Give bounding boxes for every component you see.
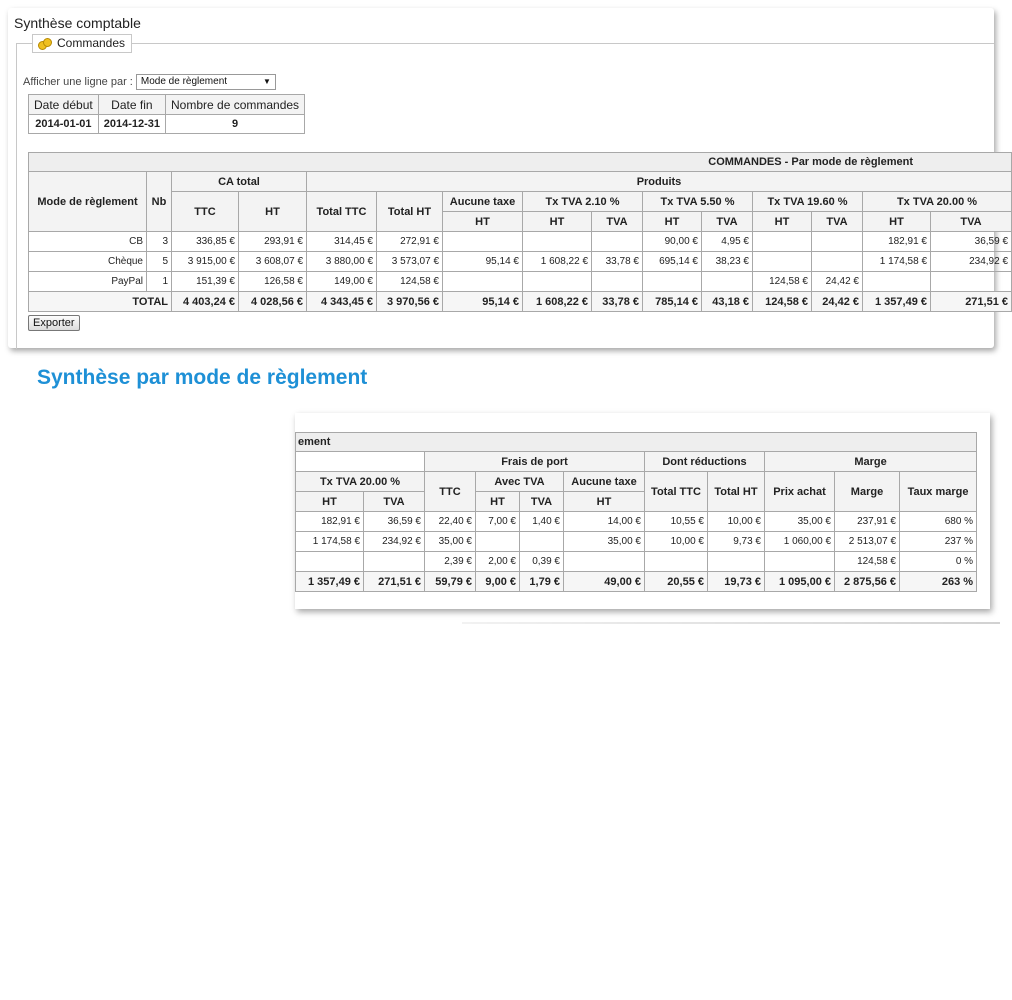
table-cell: 1 060,00 € (765, 532, 835, 552)
table-cell: 24,42 € (812, 272, 863, 292)
total-cell: 1 095,00 € (765, 572, 835, 592)
table-cell: 3 608,07 € (239, 252, 307, 272)
table-cell: 2,39 € (425, 552, 476, 572)
sub-ht: HT (443, 212, 523, 232)
table-row (29, 252, 1012, 272)
total-cell: 124,58 € (753, 292, 812, 312)
table-caption: COMMANDES - Par mode de règlement (29, 153, 1012, 172)
period-header: Date début (29, 95, 99, 115)
table-cell: 124,58 € (835, 552, 900, 572)
total-cell: 271,51 € (364, 572, 425, 592)
table-cell: 35,00 € (765, 512, 835, 532)
table-cell (753, 232, 812, 252)
period-start: 2014-01-01 (29, 115, 99, 134)
total-cell: 33,78 € (592, 292, 643, 312)
table-cell: 38,23 € (702, 252, 753, 272)
col-aucune-taxe: Aucune taxe (443, 192, 523, 212)
group-by-select[interactable] (136, 74, 276, 90)
table-cell: 1,40 € (520, 512, 564, 532)
col-prix-achat: Prix achat (765, 472, 835, 512)
table-cell (523, 272, 592, 292)
sub-ht: HT (564, 492, 645, 512)
table-cell: 234,92 € (931, 252, 1012, 272)
col-marge-group: Marge (765, 452, 977, 472)
sub-ht: HT (296, 492, 364, 512)
total-cell: 3 970,56 € (377, 292, 443, 312)
table-row (29, 272, 1012, 292)
table-cell (443, 232, 523, 252)
table-cell (931, 272, 1012, 292)
table-row (296, 532, 977, 552)
col-marge: Marge (835, 472, 900, 512)
table-cell: 3 880,00 € (307, 252, 377, 272)
col-tva-19-60: Tx TVA 19.60 % (753, 192, 863, 212)
sub-ht: HT (753, 212, 812, 232)
table-cell: 4,95 € (702, 232, 753, 252)
screenshot-margin-detail (295, 413, 990, 609)
col-tva-2-10: Tx TVA 2.10 % (523, 192, 643, 212)
table-cell: 10,55 € (645, 512, 708, 532)
table-cell: 5 (147, 252, 172, 272)
table-cell (520, 532, 564, 552)
table-cell: 22,40 € (425, 512, 476, 532)
table-cell: 124,58 € (753, 272, 812, 292)
page-title: Synthèse comptable (14, 15, 141, 31)
sub-ht: HT (523, 212, 592, 232)
total-cell: 24,42 € (812, 292, 863, 312)
table-cell: 182,91 € (863, 232, 931, 252)
table-cell: 9,73 € (708, 532, 765, 552)
table-cell: 35,00 € (425, 532, 476, 552)
legend-label: Commandes (57, 36, 126, 50)
filter-label: Afficher une ligne par : (23, 76, 133, 88)
table-cell: 149,00 € (307, 272, 377, 292)
table-cell: 314,45 € (307, 232, 377, 252)
col-ttc: TTC (172, 192, 239, 232)
col-aucune-taxe: Aucune taxe (564, 472, 645, 492)
table-cell: 1 174,58 € (296, 532, 364, 552)
col-tva-20-00: Tx TVA 20.00 % (863, 192, 1012, 212)
table-cell: 1 608,22 € (523, 252, 592, 272)
table-cell: 36,59 € (364, 512, 425, 532)
col-ht: HT (239, 192, 307, 232)
total-label: TOTAL (29, 292, 172, 312)
col-mode: Mode de règlement (29, 172, 147, 232)
table-cell: 272,91 € (377, 232, 443, 252)
coins-icon (37, 37, 53, 51)
table-cell (708, 552, 765, 572)
table-cell: 3 915,00 € (172, 252, 239, 272)
section-title: Synthèse par mode de règlement (37, 366, 368, 389)
table-cell: 36,59 € (931, 232, 1012, 252)
table-row (29, 232, 1012, 252)
table-cell: 95,14 € (443, 252, 523, 272)
sub-tva: TVA (592, 212, 643, 232)
period-header: Date fin (98, 95, 165, 115)
sub-ht: HT (643, 212, 702, 232)
table-cell: 14,00 € (564, 512, 645, 532)
col-red-total-ttc: Total TTC (645, 472, 708, 512)
table-cell (476, 532, 520, 552)
total-cell: 785,14 € (643, 292, 702, 312)
total-cell: 4 403,24 € (172, 292, 239, 312)
table-cell (812, 252, 863, 272)
col-tva-5-50: Tx TVA 5.50 % (643, 192, 753, 212)
table-cell (753, 252, 812, 272)
table-cell: 0,39 € (520, 552, 564, 572)
total-cell: 1 608,22 € (523, 292, 592, 312)
table-cell: 33,78 € (592, 252, 643, 272)
payment-mode-cell: CB (29, 232, 147, 252)
decorative-shadow (462, 622, 1000, 624)
table-cell: 1 (147, 272, 172, 292)
col-total-ttc: Total TTC (307, 192, 377, 232)
table-row (296, 512, 977, 532)
col-ca-total: CA total (172, 172, 307, 192)
chevron-down-icon: ▼ (262, 77, 271, 86)
sub-ht: HT (863, 212, 931, 232)
order-count: 9 (166, 115, 305, 134)
table-cell: 10,00 € (645, 532, 708, 552)
col-frais-port: Frais de port (425, 452, 645, 472)
table-cell: 3 (147, 232, 172, 252)
col-dont-reductions: Dont réductions (645, 452, 765, 472)
table-cell (592, 272, 643, 292)
period-header: Nombre de commandes (166, 95, 305, 115)
total-row (29, 292, 1012, 312)
table-cell: 2 513,07 € (835, 532, 900, 552)
table-cell: 10,00 € (708, 512, 765, 532)
total-cell: 1 357,49 € (863, 292, 931, 312)
total-cell: 43,18 € (702, 292, 753, 312)
table-cell: 237 % (900, 532, 977, 552)
total-cell: 2 875,56 € (835, 572, 900, 592)
total-cell: 20,55 € (645, 572, 708, 592)
table-cell (765, 552, 835, 572)
table-cell: 126,58 € (239, 272, 307, 292)
table-cell (702, 272, 753, 292)
sub-tva: TVA (812, 212, 863, 232)
table-cell: 1 174,58 € (863, 252, 931, 272)
table-cell (812, 232, 863, 252)
total-cell: 9,00 € (476, 572, 520, 592)
table-cell: 336,85 € (172, 232, 239, 252)
table-caption: ement (296, 433, 977, 452)
total-cell: 4 343,45 € (307, 292, 377, 312)
total-cell: 1,79 € (520, 572, 564, 592)
col-tva-20-00: Tx TVA 20.00 % (296, 472, 425, 492)
table-cell: 124,58 € (377, 272, 443, 292)
col-avec-tva: Avec TVA (476, 472, 564, 492)
table-cell: 35,00 € (564, 532, 645, 552)
total-cell: 4 028,56 € (239, 292, 307, 312)
margin-table (295, 432, 977, 592)
screenshot-synthese-comptable (8, 8, 1009, 348)
fieldset-border-left (16, 43, 17, 349)
table-cell (296, 552, 364, 572)
period-end: 2014-12-31 (98, 115, 165, 134)
table-cell (643, 272, 702, 292)
sub-ht: HT (476, 492, 520, 512)
table-cell: 2,00 € (476, 552, 520, 572)
col-total-ht: Total HT (377, 192, 443, 232)
group-by-value: Mode de règlement (140, 76, 228, 87)
table-cell (645, 552, 708, 572)
table-cell: 151,39 € (172, 272, 239, 292)
sub-tva: TVA (931, 212, 1012, 232)
total-cell: 49,00 € (564, 572, 645, 592)
total-row (296, 572, 977, 592)
table-cell (364, 552, 425, 572)
col-produits: Produits (307, 172, 1012, 192)
sub-tva: TVA (520, 492, 564, 512)
total-cell: 271,51 € (931, 292, 1012, 312)
table-cell (863, 272, 931, 292)
table-cell (564, 552, 645, 572)
table-cell (592, 232, 643, 252)
table-cell: 293,91 € (239, 232, 307, 252)
fieldset-border (16, 43, 994, 44)
header-spacer (296, 452, 425, 472)
total-cell: 95,14 € (443, 292, 523, 312)
col-red-total-ht: Total HT (708, 472, 765, 512)
total-cell: 263 % (900, 572, 977, 592)
payment-mode-cell: PayPal (29, 272, 147, 292)
payment-mode-cell: Chèque (29, 252, 147, 272)
col-taux-marge: Taux marge (900, 472, 977, 512)
table-cell: 695,14 € (643, 252, 702, 272)
table-cell (523, 232, 592, 252)
table-row (296, 552, 977, 572)
table-cell: 234,92 € (364, 532, 425, 552)
table-cell (443, 272, 523, 292)
col-nb: Nb (147, 172, 172, 232)
table-cell: 7,00 € (476, 512, 520, 532)
period-table (28, 94, 305, 134)
export-button[interactable]: Exporter (28, 315, 80, 331)
filter-row (23, 74, 276, 90)
sub-tva: TVA (364, 492, 425, 512)
table-cell: 182,91 € (296, 512, 364, 532)
table-cell: 90,00 € (643, 232, 702, 252)
sub-tva: TVA (702, 212, 753, 232)
table-cell: 680 % (900, 512, 977, 532)
col-port-ttc: TTC (425, 472, 476, 512)
table-cell: 237,91 € (835, 512, 900, 532)
table-cell: 3 573,07 € (377, 252, 443, 272)
table-cell: 0 % (900, 552, 977, 572)
total-cell: 1 357,49 € (296, 572, 364, 592)
total-cell: 19,73 € (708, 572, 765, 592)
orders-by-payment-table (28, 152, 1012, 312)
fieldset-legend (32, 34, 132, 53)
total-cell: 59,79 € (425, 572, 476, 592)
